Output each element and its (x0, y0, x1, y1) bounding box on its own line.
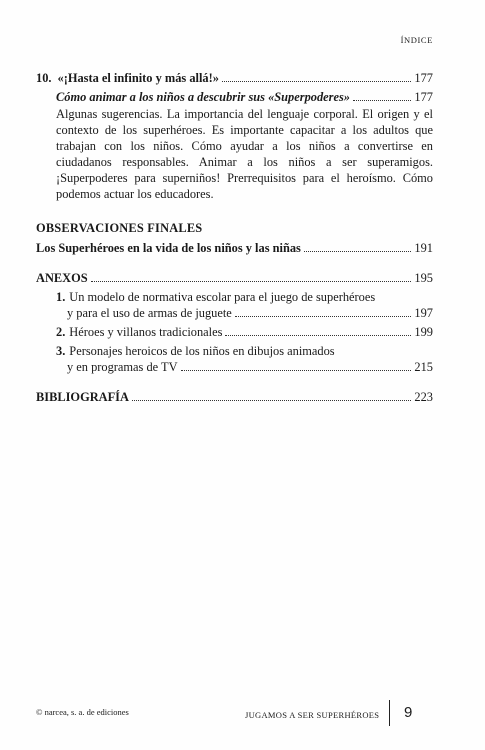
annex-title: Héroes y villanos tradicionales (69, 325, 223, 339)
annex-title-line2: y en programas de TV (67, 360, 178, 374)
anexos-page: 195 (414, 271, 433, 285)
annex-number: 1. (56, 290, 66, 304)
dot-leader (225, 335, 411, 336)
subsection-title: Cómo animar a los niños a descubrir sus «Superpoderes» (56, 90, 350, 104)
dot-leader (353, 100, 411, 101)
annex-page: 199 (414, 325, 433, 339)
chapter-title: «¡Hasta el infinito y más allá!» (57, 71, 219, 85)
dot-leader (91, 281, 412, 282)
annex-title-line1: Un modelo de normativa escolar para el juego de superhéroes (69, 290, 376, 304)
footer-divider (389, 700, 390, 726)
toc-entry-annex-2[interactable] (36, 324, 433, 340)
observaciones-page: 191 (414, 241, 433, 255)
footer-copyright: © narcea, s. a. de ediciones (36, 707, 129, 717)
annex-number: 3. (56, 344, 66, 358)
chapter-page: 177 (414, 71, 433, 85)
annex-page: 197 (414, 306, 433, 320)
dot-leader (304, 251, 412, 252)
subsection-description: Algunas sugerencias. La importancia del lenguaje corporal. El origen y el contexto de los superhéroes. Es importante capacitar a los adultos que trabajan con los niños. Cómo ayudar a los niños a convertirse en ciudadanos responsables. Animar a los niños a ser superamigos. ¡Superpoderes para superniños! Prerrequisitos para el heroísmo. Cómo podemos actuar los educadores. (56, 107, 433, 201)
table-of-contents (36, 70, 433, 405)
subsection-page: 177 (414, 90, 433, 104)
toc-entry-bibliografia[interactable] (36, 389, 433, 405)
footer-page-number: 9 (404, 704, 413, 721)
annex-page: 215 (414, 360, 433, 374)
bibliografia-title: BIBLIOGRAFÍA (36, 390, 129, 404)
toc-entry-observaciones[interactable] (36, 240, 433, 256)
toc-entry-chapter-10[interactable] (36, 70, 433, 86)
dot-leader (235, 316, 412, 317)
footer-book-title: JUGAMOS A SER SUPERHÉROES (245, 710, 380, 720)
toc-entry-annex-3[interactable] (36, 343, 433, 375)
annex-number: 2. (56, 325, 66, 339)
dot-leader (132, 400, 411, 401)
anexos-title: ANEXOS (36, 271, 88, 285)
running-head: ÍNDICE (400, 35, 433, 45)
section-heading-observaciones: OBSERVACIONES FINALES (36, 221, 203, 235)
dot-leader (222, 81, 411, 82)
annex-title-line1: Personajes heroicos de los niños en dibujos animados (69, 344, 335, 358)
toc-entry-subsection[interactable] (36, 89, 433, 105)
toc-entry-anexos[interactable] (36, 270, 433, 286)
dot-leader (181, 370, 412, 371)
chapter-number: 10. (36, 71, 52, 85)
annex-title-line2: y para el uso de armas de juguete (67, 306, 232, 320)
toc-entry-annex-1[interactable] (36, 289, 433, 321)
bibliografia-page: 223 (414, 390, 433, 404)
observaciones-title: Los Superhéroes en la vida de los niños y las niñas (36, 241, 301, 255)
